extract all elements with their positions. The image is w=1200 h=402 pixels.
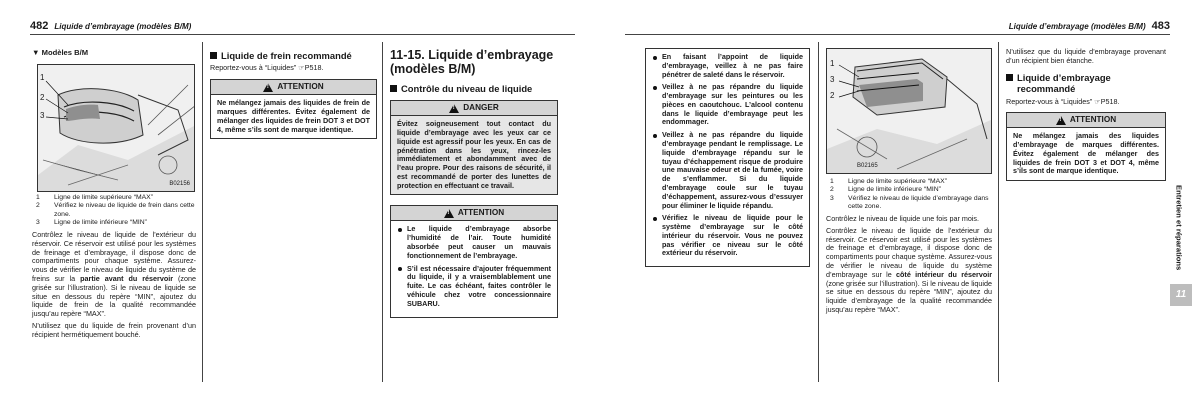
chapter-side-label: Entretien et réparations bbox=[1174, 185, 1184, 271]
figure-caption: 1 Ligne de limite supérieure “MAX” bbox=[36, 194, 153, 201]
danger-title: ! DANGER bbox=[391, 101, 557, 116]
column-1-body bbox=[32, 194, 196, 340]
figure-callout: 2 bbox=[830, 91, 835, 100]
attention-title: ! ATTENTION bbox=[391, 206, 557, 221]
brake-attention-box bbox=[210, 79, 377, 139]
warning-triangle-icon bbox=[263, 83, 273, 92]
recommended-clutch-fluid-heading: Liquide d’embrayage recommandé bbox=[1006, 72, 1166, 95]
figure-code: B02165 bbox=[857, 162, 878, 169]
brake-container-paragraph: N’utilisez que du liquide de frein provenant d’un récipient hermétiquement bouché. bbox=[32, 320, 196, 339]
column-1 bbox=[32, 48, 196, 57]
left-header-rule bbox=[30, 34, 575, 35]
brake-check-paragraph: Contrôlez le niveau de liquide de l’extérieur du réservoir. Ce réservoir est utilisé pour les systèmes de freinage et d’embrayage, il dispose donc de compartiments pour chaque système. Assurez-vous de vérifier le niveau de liquide du système de freins sur la partie avant du réservoir (zone grisée sur l’illustration). Si le niveau de liquide se situe en dessous du repère “MIN”, ajoutez du liquide de frein de la qualité recommandée jusqu’au repère “MAX”. bbox=[32, 230, 196, 319]
clutch-reservoir-illustration bbox=[827, 49, 992, 174]
brake-fluid-reference: Reportez-vous à “Liquides” ☞P518. bbox=[210, 63, 324, 73]
warning-triangle-icon bbox=[1056, 116, 1066, 125]
column-divider bbox=[998, 42, 999, 382]
right-page-header bbox=[1009, 20, 1170, 33]
figure-caption: 2 Ligne de limite inférieure “MIN” bbox=[830, 186, 941, 194]
attention-title: ! ATTENTION bbox=[1007, 113, 1165, 128]
danger-box bbox=[390, 100, 558, 195]
warning-triangle-icon bbox=[449, 104, 459, 113]
figure-caption: 3 Vérifiez le niveau de liquide d’embrayage dans cette zone. bbox=[830, 194, 989, 210]
brake-reservoir-figure bbox=[37, 64, 195, 192]
clutch-reservoir-figure bbox=[826, 48, 992, 174]
clutch-fluid-reference: Reportez-vous à “Liquides” ☞P518. bbox=[1006, 96, 1120, 106]
column-divider bbox=[382, 42, 383, 382]
left-page-header bbox=[30, 20, 191, 33]
attention-item: S’il est nécessaire d’ajouter fréquemment du liquide, il y a vraisemblablement une fuite. Le cas échéant, faites contrôler le véhicule chez votre concessionnaire SUBARU. bbox=[397, 265, 551, 309]
section-square-icon bbox=[390, 85, 397, 92]
attention-item: Veillez à ne pas répandre du liquide d’embrayage sur les peintures ou les pièces en caoutchouc. L’alcool contenu dans le liquide d’embrayage peut les endommager. bbox=[652, 83, 803, 127]
column-4 bbox=[645, 48, 810, 267]
right-header-rule bbox=[625, 34, 1170, 35]
column-3 bbox=[390, 48, 558, 318]
section-square-icon bbox=[1006, 74, 1013, 81]
figure-callout: 3 bbox=[40, 111, 45, 120]
continued-attention-box bbox=[645, 48, 810, 267]
attention-item: En faisant l’appoint de liquide d’embrayage, veillez à ne pas faire pénétrer de saleté dans le réservoir. bbox=[652, 53, 803, 79]
clutch-fluid-attention-box bbox=[1006, 112, 1166, 181]
figure-caption: 2 Vérifiez le niveau de liquide de frein dans cette zone. bbox=[36, 202, 195, 218]
figure-callout: 1 bbox=[830, 59, 835, 68]
clutch-fluid-attention-text: Ne mélangez jamais des liquides d’embrayage de marques différentes. Évitez également de mélanger des liquides de frein DOT 3 et DOT 4, même s’ils sont de marque identique. bbox=[1013, 131, 1159, 176]
column-5-body bbox=[826, 178, 992, 315]
recommended-brake-fluid-heading: Liquide de frein recommandé bbox=[210, 50, 377, 61]
section-title: 11-15. Liquide d’embrayage (modèles B/M) bbox=[390, 48, 554, 77]
warning-triangle-icon bbox=[444, 209, 454, 218]
right-page-header-title: Liquide d’embrayage (modèles B/M) bbox=[1008, 22, 1146, 31]
clutch-container-paragraph: N’utilisez que du liquide d’embrayage provenant d’un récipient bien étanche. bbox=[1006, 47, 1166, 65]
fluid-level-heading: Contrôle du niveau de liquide bbox=[390, 83, 558, 94]
clutch-check-paragraph: Contrôlez le niveau de liquide de l’extérieur du réservoir. Ce réservoir est utilisé pour les systèmes de freinage et d’embrayage, il dispose donc de compartiments pour chaque système. Assurez-vous de vérifier le niveau de liquide du système d’embrayage sur le côté intérieur du réservoir (zone grisée sur l’illustration). Si le niveau de liquide se situe en dessous du repère “MIN”, ajoutez du liquide d’embrayage de la qualité recommandée jusqu’au repère “MAX”. bbox=[826, 225, 993, 314]
brake-reservoir-illustration bbox=[38, 65, 195, 192]
column-divider bbox=[202, 42, 203, 382]
right-page-number: 483 bbox=[1151, 20, 1170, 32]
column-2 bbox=[210, 50, 377, 139]
left-page-number: 482 bbox=[30, 20, 49, 32]
figure-callout: 2 bbox=[40, 93, 45, 102]
monthly-check-paragraph: Contrôlez le niveau de liquide une fois par mois. bbox=[826, 214, 980, 224]
attention-item: Veillez à ne pas répandre du liquide d’embrayage pendant le remplissage. Le liquide d’embrayage répandu sur le tuyau d’échappement risque de produire une mauvaise odeur et de la fumée, voire de s’enflammer. Si du liquide d’embrayage coule sur le tuyau d’échappement, assurez-vous d’essuyer pour éliminer le liquide répandu. bbox=[652, 131, 803, 210]
figure-code: B02156 bbox=[169, 180, 190, 187]
models-heading: ▼ Modèles B/M bbox=[32, 48, 89, 57]
figure-callout: 1 bbox=[40, 73, 45, 82]
section-square-icon bbox=[210, 52, 217, 59]
figure-callout: 3 bbox=[830, 75, 835, 84]
attention-list bbox=[391, 221, 557, 316]
left-page-header-title: Liquide d’embrayage (modèles B/M) bbox=[54, 22, 192, 31]
figure-caption: 1 Ligne de limite supérieure “MAX” bbox=[830, 178, 947, 185]
danger-text: Évitez soigneusement tout contact du liquide d’embrayage avec les yeux car ce liquide est agressif pour les yeux. En cas de pénétration dans les yeux, rincez-les immédiatement et abondamment avec de l’eau propre. Pour des raisons de sécurité, il est recommandé de porter des lunettes de protection en effectuant ce travail. bbox=[391, 116, 557, 194]
column-6 bbox=[1006, 48, 1166, 181]
attention-item: Le liquide d’embrayage absorbe l’humidité de l’air. Toute humidité absorbée peut causer un mauvais fonctionnement de l’embrayage. bbox=[397, 225, 551, 260]
figure-caption: 3 Ligne de limite inférieure “MIN” bbox=[36, 218, 147, 226]
attention-title: ! ATTENTION bbox=[211, 80, 376, 95]
clutch-attention-box bbox=[390, 205, 558, 317]
chapter-tab-number: 11 bbox=[1170, 284, 1192, 306]
column-divider bbox=[818, 42, 819, 382]
attention-item: Vérifiez le niveau de liquide pour le système d’embrayage sur le côté intérieur du réservoir. Vous ne pouvez pas vérifier ce niveau sur le côté extérieur du réservoir. bbox=[652, 214, 803, 258]
attention-list bbox=[646, 49, 809, 266]
brake-attention-text: Ne mélangez jamais des liquides de frein de marques différentes. Évitez également de mélanger des liquides de frein DOT 3 et DOT 4, même s’ils sont de marque identique. bbox=[217, 98, 370, 134]
